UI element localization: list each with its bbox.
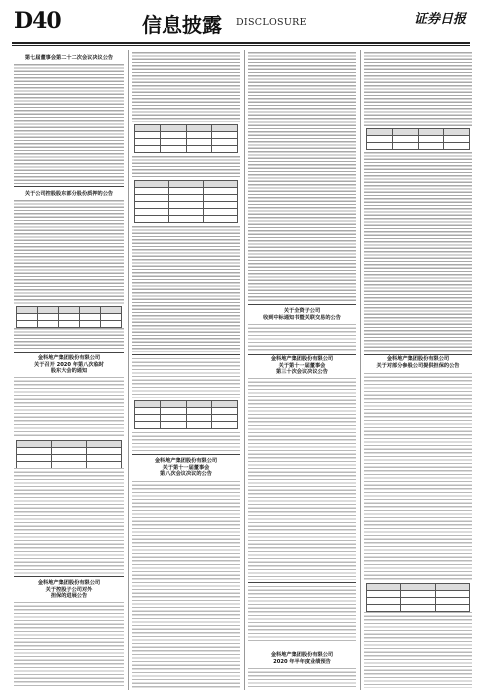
article-title-line: 关于召开 2020 年第八次临时 [34, 361, 104, 368]
page-header [0, 0, 484, 46]
article-title [14, 355, 124, 375]
article-title-line: 关于控股子公司对外 [45, 586, 93, 593]
column-divider [128, 50, 129, 690]
pledge-table [16, 306, 122, 328]
header-rule [12, 42, 470, 44]
article-separator [14, 352, 124, 353]
article-title [132, 458, 240, 478]
masthead-logo: 证券日报 [414, 12, 467, 27]
article-separator [248, 304, 356, 305]
article-title-line: 第七届董事会第二十二次会议决议公告 [24, 55, 114, 61]
article-separator [132, 354, 240, 355]
article-body [132, 481, 240, 688]
article-title-line: 关于第十一届董事会 [162, 464, 210, 471]
article-title-line: 金科地产集团股份有限公司 [37, 355, 101, 361]
article-body [14, 468, 124, 574]
article-title-line: 担保的进展公告 [50, 593, 88, 599]
article-title-line: 股东大会的通知 [50, 368, 88, 374]
article-body [248, 52, 356, 302]
section-title: 信息披露 [142, 13, 222, 37]
article-body [248, 324, 356, 352]
article-title [14, 580, 124, 600]
joint-venture-table [366, 583, 470, 612]
article-title-line: 关于公司控股股东部分股份质押的公告 [24, 191, 114, 197]
guarantee-table [134, 124, 238, 153]
article-title-line: 金科地产集团股份有限公司 [37, 580, 101, 586]
article-body [248, 586, 356, 642]
column-divider [360, 50, 361, 690]
header-rule-thin [12, 45, 470, 46]
subsidiary-table [134, 180, 238, 223]
column-divider [244, 50, 245, 690]
article-title [364, 356, 472, 369]
article-body [14, 602, 124, 688]
article-body [364, 612, 472, 688]
article-separator [248, 582, 356, 583]
section-title-en: DISCLOSURE [236, 17, 307, 28]
article-body [14, 64, 124, 184]
article-title-line: 关于第十一届董事会 [278, 362, 326, 369]
article-title-line: 第八次会议决议的公告 [160, 471, 212, 477]
transaction-table [366, 128, 470, 150]
proposal-table [16, 440, 122, 469]
article-title-line: 2020 年半年度业绩预告 [273, 658, 331, 665]
article-title [14, 55, 124, 62]
article-title-line: 第三十次会议决议公告 [276, 369, 328, 375]
article-body [14, 200, 124, 304]
article-body [248, 378, 356, 580]
article-body [364, 373, 472, 580]
article-body [132, 226, 240, 352]
article-separator [14, 576, 124, 577]
article-body [364, 52, 472, 126]
article-title [248, 308, 356, 321]
article-body [248, 668, 356, 688]
article-title-line: 关于对部分参股公司提供担保的公告 [376, 362, 460, 369]
article-title [14, 191, 124, 198]
article-separator [248, 354, 356, 355]
article-body [364, 152, 472, 352]
article-title [248, 356, 356, 376]
article-body [14, 328, 124, 350]
article-body [132, 358, 240, 398]
article-title-line: 金科地产集团股份有限公司 [386, 356, 450, 362]
article-title [248, 652, 356, 665]
mutual-guarantee-table [134, 400, 238, 429]
article-body [132, 52, 240, 122]
article-title-line: 金科地产集团股份有限公司 [270, 356, 334, 362]
article-body [132, 156, 240, 178]
article-separator [14, 186, 124, 187]
article-body [14, 377, 124, 437]
article-separator [132, 454, 240, 455]
article-title-line: 金科地产集团股份有限公司 [270, 652, 334, 658]
article-title-line: 收到中标通知书暨关联交易的公告 [263, 314, 341, 321]
article-title-line: 金科地产集团股份有限公司 [154, 458, 218, 464]
page-number: D40 [14, 8, 61, 34]
article-body [132, 432, 240, 452]
article-separator [364, 354, 472, 355]
article-title-line: 关于全资子公司 [283, 308, 321, 314]
